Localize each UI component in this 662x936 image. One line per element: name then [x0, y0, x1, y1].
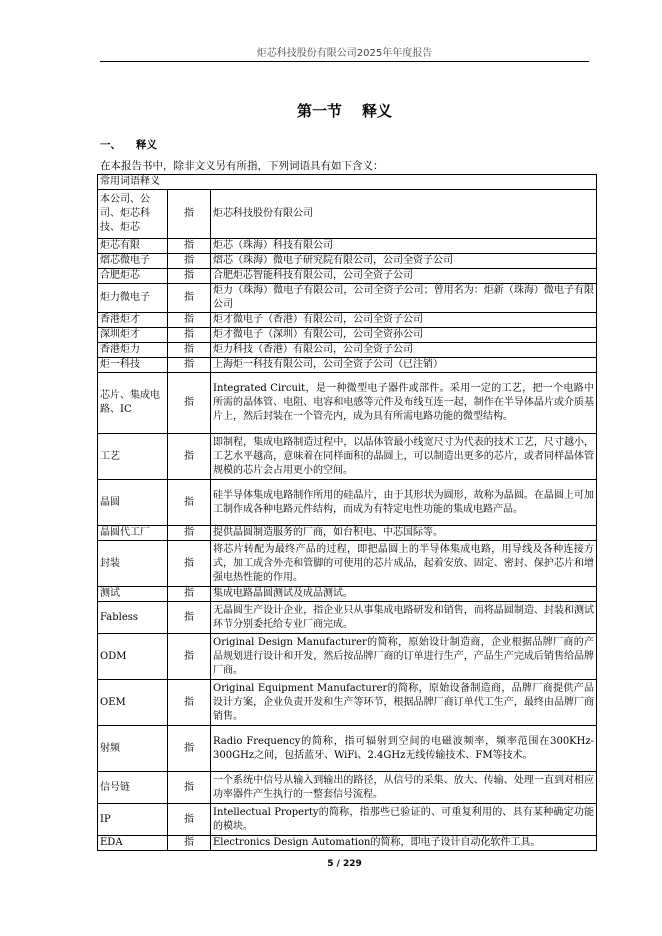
definition-cell: 将芯片转配为最终产品的过程，即把晶圆上的半导体集成电路，用导线及各种连接方式，加工成含外壳和管脚的可使用的芯片成品，起着安放、固定、密封、保护芯片和增强电热性能的作用。 [211, 541, 597, 587]
relation-cell: 指 [168, 680, 211, 726]
definition-cell: Radio Frequency的简称，指可辐射到空间的电磁波频率，频率范围在300KHz-300GHz之间，包括蓝牙、WiFi、2.4GHz无线传输技术、FM等技术。 [211, 726, 597, 772]
relation-cell: 指 [168, 726, 211, 772]
relation-cell: 指 [168, 313, 211, 328]
header-divider [100, 61, 589, 62]
definition-cell: Electronics Design Automation的简称，即电子设计自动化软件工具。 [211, 836, 597, 851]
table-row [98, 254, 597, 269]
definition-cell: 合肥炬芯智能科技有限公司，公司全资子公司 [211, 269, 597, 284]
term-cell: 本公司、公司、炬芯科技、炬芯 [98, 190, 168, 239]
term-cell: 熠芯微电子 [98, 254, 168, 269]
definition-cell: 一个系统中信号从输入到输出的路径，从信号的采集、放大、传输、处理一直到对相应功率器件产生执行的一整套信号流程。 [211, 772, 597, 804]
relation-cell: 指 [168, 587, 211, 602]
term-cell: OEM [98, 680, 168, 726]
table-caption-row [98, 175, 597, 190]
table-row [98, 726, 597, 772]
term-cell: 测试 [98, 587, 168, 602]
table-row [98, 284, 597, 313]
relation-cell: 指 [168, 480, 211, 526]
relation-cell: 指 [168, 772, 211, 804]
term-cell: 晶圆代工厂 [98, 526, 168, 541]
glossary-table [97, 174, 597, 851]
term-cell: ODM [98, 634, 168, 680]
term-cell: 工艺 [98, 434, 168, 480]
term-cell: 晶圆 [98, 480, 168, 526]
section-title-part1: 第一节 [296, 102, 342, 120]
definition-cell: 炬才微电子（深圳）有限公司，公司全资孙公司 [211, 328, 597, 343]
table-row [98, 526, 597, 541]
definition-cell: 提供晶圆制造服务的厂商，如台积电、中芯国际等。 [211, 526, 597, 541]
definition-cell: 炬力（珠海）微电子有限公司，公司全资子公司；曾用名为：炬新（珠海）微电子有限公司 [211, 284, 597, 313]
relation-cell: 指 [168, 836, 211, 851]
term-cell: 香港炬才 [98, 313, 168, 328]
table-row [98, 680, 597, 726]
table-row [98, 269, 597, 284]
table-row [98, 239, 597, 254]
definition-cell: Original Equipment Manufacturer的简称，原始设备制造商，品牌厂商提供产品设计方案，企业负责开发和生产等环节，根据品牌厂商订单代工生产，最终由品牌厂商销售。 [211, 680, 597, 726]
definition-cell: 上海炬一科技有限公司，公司全资子公司（已注销） [211, 358, 597, 373]
relation-cell: 指 [168, 602, 211, 634]
definition-cell: Integrated Circuit，是一种微型电子器件或部件。采用一定的工艺，把一个电路中所需的晶体管、电阻、电容和电感等元件及布线互连一起，制作在半导体晶片或介质基片上，然后封装在一个管壳内，成为具有所需电路功能的微型结构。 [211, 373, 597, 434]
relation-cell: 指 [168, 328, 211, 343]
term-cell: 炬一科技 [98, 358, 168, 373]
table-row [98, 328, 597, 343]
table-row [98, 634, 597, 680]
table-row [98, 343, 597, 358]
table-row [98, 358, 597, 373]
table-row [98, 373, 597, 434]
definition-cell: 即制程，集成电路制造过程中，以晶体管最小线宽尺寸为代表的技术工艺，尺寸越小，工艺水平越高，意味着在同样面积的晶圆上，可以制造出更多的芯片，或者同样晶体管规模的芯片会占用更小的空间。 [211, 434, 597, 480]
relation-cell: 指 [168, 804, 211, 836]
relation-cell: 指 [168, 190, 211, 239]
relation-cell: 指 [168, 284, 211, 313]
table-row [98, 434, 597, 480]
table-row [98, 836, 597, 851]
table-row [98, 480, 597, 526]
definition-cell: 集成电路晶圆测试及成品测试。 [211, 587, 597, 602]
term-cell: EDA [98, 836, 168, 851]
page-header: 炬芯科技股份有限公司2025年年度报告 [256, 48, 433, 59]
relation-cell: 指 [168, 373, 211, 434]
relation-cell: 指 [168, 358, 211, 373]
definition-cell: 炬力科技（香港）有限公司，公司全资子公司 [211, 343, 597, 358]
table-row [98, 772, 597, 804]
term-cell: Fabless [98, 602, 168, 634]
term-cell: 合肥炬芯 [98, 269, 168, 284]
term-cell: 封装 [98, 541, 168, 587]
table-caption: 常用词语释义 [98, 175, 597, 190]
table-row [98, 804, 597, 836]
relation-cell: 指 [168, 541, 211, 587]
relation-cell: 指 [168, 254, 211, 269]
term-cell: IP [98, 804, 168, 836]
relation-cell: 指 [168, 269, 211, 284]
definition-cell: 熠芯（珠海）微电子研究院有限公司，公司全资子公司 [211, 254, 597, 269]
term-cell: 炬力微电子 [98, 284, 168, 313]
table-row [98, 587, 597, 602]
relation-cell: 指 [168, 343, 211, 358]
subsection-heading [100, 137, 157, 152]
relation-cell: 指 [168, 634, 211, 680]
definition-cell: 硅半导体集成电路制作所用的硅晶片，由于其形状为圆形，故称为晶圆。在晶圆上可加工制作成各种电路元件结构，而成为有特定电性功能的集成电路产品。 [211, 480, 597, 526]
relation-cell: 指 [168, 434, 211, 480]
definition-cell: 炬芯（珠海）科技有限公司 [211, 239, 597, 254]
table-row [98, 190, 597, 239]
definition-cell: Intellectual Property的简称，指那些已验证的、可重复利用的、具有某种确定功能的模块。 [211, 804, 597, 836]
definition-cell: 炬才微电子（香港）有限公司，公司全资子公司 [211, 313, 597, 328]
intro-text: 在本报告书中，除非文义另有所指，下列词语具有如下含义： [100, 160, 384, 172]
page-number: 5 / 229 [327, 859, 362, 869]
relation-cell: 指 [168, 239, 211, 254]
section-title [100, 100, 589, 121]
table-row [98, 602, 597, 634]
section-title-part2: 释义 [362, 102, 393, 120]
term-cell: 炬芯有限 [98, 239, 168, 254]
term-cell: 芯片、集成电路、IC [98, 373, 168, 434]
term-cell: 深圳炬才 [98, 328, 168, 343]
term-cell: 射频 [98, 726, 168, 772]
definition-cell: 炬芯科技股份有限公司 [211, 190, 597, 239]
subsection-label: 释义 [136, 139, 157, 151]
term-cell: 信号链 [98, 772, 168, 804]
table-row [98, 313, 597, 328]
subsection-number: 一、 [100, 139, 121, 151]
relation-cell: 指 [168, 526, 211, 541]
definition-cell: Original Design Manufacturer的简称，原始设计制造商，企业根据品牌厂商的产品规划进行设计和开发，然后按品牌厂商的订单进行生产，产品生产完成后销售给品牌厂商。 [211, 634, 597, 680]
definition-cell: 无晶圆生产设计企业，指企业只从事集成电路研发和销售，而将晶圆制造、封装和测试环节分别委托给专业厂商完成。 [211, 602, 597, 634]
table-row [98, 541, 597, 587]
term-cell: 香港炬力 [98, 343, 168, 358]
